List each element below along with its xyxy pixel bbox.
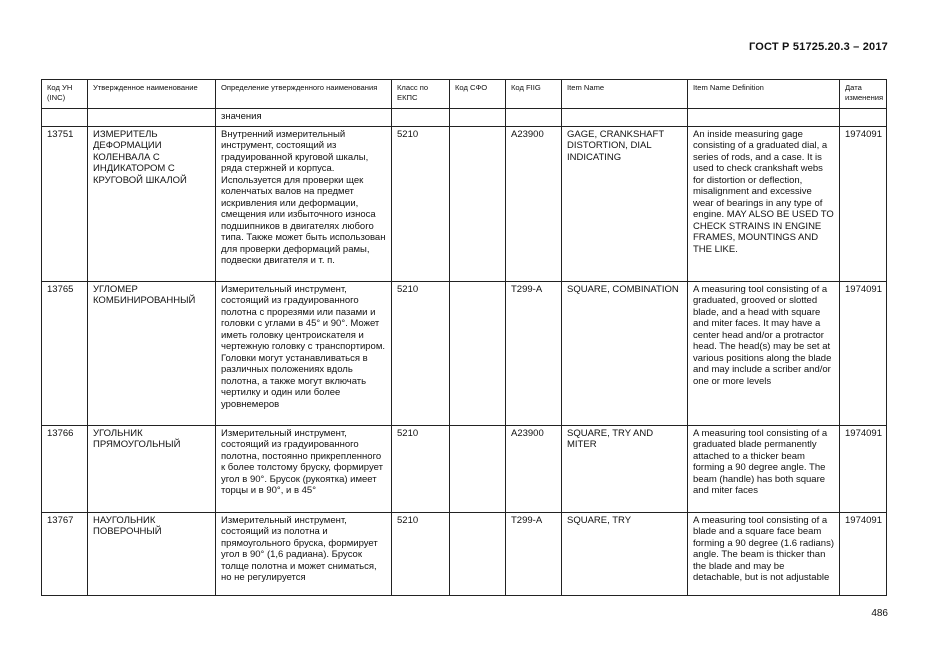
ekps-cell: 5210 — [392, 512, 450, 595]
date-cell: 1974091 — [840, 512, 887, 595]
sfo-cell — [450, 512, 506, 595]
item-definition-cell: A measuring tool consisting of a graduated, grooved or slotted blade, and a head with square and miter faces. It may have a center head and/or a protractor head. The head(s) may be set at various positions along the blade and may include a scriber and/or one or more levels — [688, 281, 840, 425]
continuation-text: значения — [216, 109, 392, 127]
column-header-definition: Определение утвержденного наименования — [216, 80, 392, 109]
inc-cell: 13765 — [42, 281, 88, 425]
item-name-cell: SQUARE, TRY AND MITER — [562, 425, 688, 512]
date-cell: 1974091 — [840, 425, 887, 512]
continuation-row — [42, 109, 887, 127]
table-row — [42, 425, 887, 512]
table-row — [42, 126, 887, 281]
item-name-cell: GAGE, CRANKSHAFT DISTORTION, DIAL INDICATING — [562, 126, 688, 281]
column-header-approved-name: Утвержденное наименование — [88, 80, 216, 109]
definition-cell: Внутренний измерительный инструмент, состоящий из градуированной круговой шкалы, ряда стержней и корпуса. Используется для проверки щек коленчатых валов на предмет искривления или деформации, смещения или избыточного износа подшипников в двигателях любого типа. Также может быть использован для проверки деформаций рамы, подвески двигателя и т. п. — [216, 126, 392, 281]
catalog-table — [41, 79, 887, 596]
sfo-cell — [450, 126, 506, 281]
table-cell — [42, 109, 88, 127]
column-header-inc: Код УН (INC) — [42, 80, 88, 109]
table-row — [42, 512, 887, 595]
table-cell — [840, 109, 887, 127]
approved-name-cell: НАУГОЛЬНИК ПОВЕРОЧНЫЙ — [88, 512, 216, 595]
item-definition-cell: An inside measuring gage consisting of a graduated dial, a series of rods, and a case. It is used to check crankshaft webs for distortion or deflection, misalignment and excessive wear of bearings in any type of engine. MAY ALSO BE USED TO CHECK STRAINS IN ENGINE FRAMES, MOUNTINGS AND THE LIKE. — [688, 126, 840, 281]
page-number: 486 — [871, 608, 888, 619]
table-cell — [88, 109, 216, 127]
definition-cell: Измерительный инструмент, состоящий из полотна и прямоугольного бруска, формирует угол в 90° (1,6 радиана). Брусок толще полотна и может сниматься, но не регулируется — [216, 512, 392, 595]
fiig-cell: T299-A — [506, 512, 562, 595]
inc-cell: 13751 — [42, 126, 88, 281]
column-header-sfo-code: Код СФО — [450, 80, 506, 109]
definition-cell: Измерительный инструмент, состоящий из градуированного полотна, постоянно прикрепленного к более толстому бруску, формирует угол в 90°. Брусок (рукоятка) имеет торцы и в 90°, и в 45° — [216, 425, 392, 512]
fiig-cell: T299-A — [506, 281, 562, 425]
sfo-cell — [450, 281, 506, 425]
column-header-ekps-class: Класс по ЕКПС — [392, 80, 450, 109]
approved-name-cell: ИЗМЕРИТЕЛЬ ДЕФОРМАЦИИ КОЛЕНВАЛА С ИНДИКАТОРОМ С КРУГОВОЙ ШКАЛОЙ — [88, 126, 216, 281]
column-header-change-date: Дата изменения — [840, 80, 887, 109]
column-header-item-name: Item Name — [562, 80, 688, 109]
item-definition-cell: A measuring tool consisting of a blade and a square face beam forming a 90 degree (1.6 radians) angle. The beam is thicker than the blade and may be detachable, but is not adjustable — [688, 512, 840, 595]
header-row — [42, 80, 887, 109]
date-cell: 1974091 — [840, 281, 887, 425]
document-header: ГОСТ Р 51725.20.3 – 2017 — [748, 41, 888, 53]
column-header-fiig-code: Код FIIG — [506, 80, 562, 109]
ekps-cell: 5210 — [392, 281, 450, 425]
inc-cell: 13766 — [42, 425, 88, 512]
item-name-cell: SQUARE, TRY — [562, 512, 688, 595]
item-definition-cell: A measuring tool consisting of a graduated blade permanently attached to a thicker beam forming a 90 degree angle. The beam (handle) has both square and miter faces — [688, 425, 840, 512]
approved-name-cell: УГОЛЬНИК ПРЯМОУГОЛЬНЫЙ — [88, 425, 216, 512]
sfo-cell — [450, 425, 506, 512]
approved-name-cell: УГЛОМЕР КОМБИНИРОВАННЫЙ — [88, 281, 216, 425]
fiig-cell: A23900 — [506, 425, 562, 512]
table-row — [42, 281, 887, 425]
table-cell — [562, 109, 688, 127]
date-cell: 1974091 — [840, 126, 887, 281]
fiig-cell: A23900 — [506, 126, 562, 281]
column-header-item-name-definition: Item Name Definition — [688, 80, 840, 109]
item-name-cell: SQUARE, COMBINATION — [562, 281, 688, 425]
definition-cell: Измерительный инструмент, состоящий из градуированного полотна с прорезями или пазами и головки с углами в 45° и 90°. Может иметь головку центроискателя и чертежную головку с транспортиром. Головки могут устанавливаться в различных положениях вдоль полотна, а также могут включать чертилку и один или более уровнемеров — [216, 281, 392, 425]
table-cell — [450, 109, 506, 127]
ekps-cell: 5210 — [392, 425, 450, 512]
table-cell — [392, 109, 450, 127]
ekps-cell: 5210 — [392, 126, 450, 281]
table-cell — [688, 109, 840, 127]
table-cell — [506, 109, 562, 127]
inc-cell: 13767 — [42, 512, 88, 595]
